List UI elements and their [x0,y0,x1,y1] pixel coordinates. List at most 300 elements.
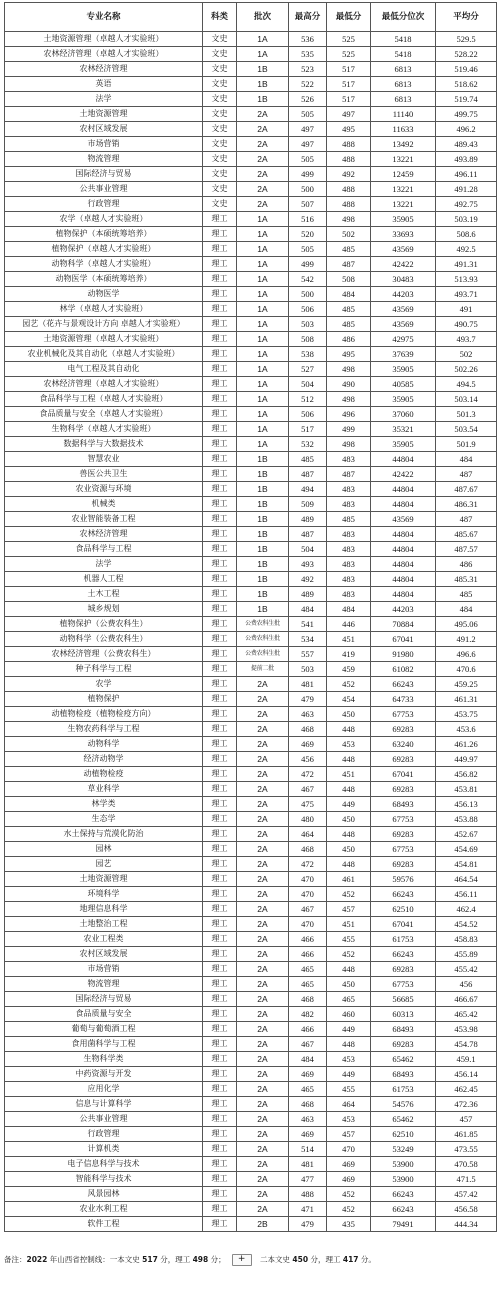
cell-subject-type: 理工 [203,722,237,737]
cell-avg-score: 461.31 [436,692,497,707]
note-text-2: 分，理工 [157,1255,193,1264]
cell-min-score: 484 [327,602,371,617]
cell-max-score: 541 [289,617,327,632]
cell-batch: 1A [237,392,289,407]
cell-min-score: 497 [327,107,371,122]
cell-major-name: 农学 [5,677,203,692]
cell-major-name: 植物保护（本硕统筹培养） [5,227,203,242]
cell-min-rank: 66243 [371,677,436,692]
cell-batch: 2A [237,797,289,812]
cell-subject-type: 理工 [203,1037,237,1052]
cell-max-score: 463 [289,1112,327,1127]
cell-min-score: 448 [327,722,371,737]
table-row [5,347,497,362]
cell-min-score: 435 [327,1217,371,1232]
cell-batch: 公费农科生批 [237,647,289,662]
table-row [5,767,497,782]
cell-max-score: 500 [289,182,327,197]
cell-min-score: 525 [327,47,371,62]
cell-subject-type: 理工 [203,992,237,1007]
cell-avg-score: 484 [436,452,497,467]
cell-major-name: 动植物检疫 [5,767,203,782]
table-row [5,1082,497,1097]
cell-batch: 2A [237,1007,289,1022]
cell-batch: 2A [237,1172,289,1187]
cell-min-rank: 12459 [371,167,436,182]
cell-max-score: 479 [289,1217,327,1232]
cell-min-rank: 53900 [371,1157,436,1172]
cell-subject-type: 理工 [203,1202,237,1217]
cell-subject-type: 文史 [203,137,237,152]
cell-batch: 2A [237,752,289,767]
cell-min-rank: 37060 [371,407,436,422]
cell-subject-type: 理工 [203,1052,237,1067]
cell-subject-type: 理工 [203,497,237,512]
cell-max-score: 536 [289,32,327,47]
cell-subject-type: 理工 [203,452,237,467]
cell-min-rank: 62510 [371,1127,436,1142]
cell-max-score: 534 [289,632,327,647]
cell-major-name: 动物科学（卓越人才实验班） [5,257,203,272]
note-tier2-science: 417 [342,1255,359,1264]
table-row [5,587,497,602]
cell-subject-type: 理工 [203,737,237,752]
cell-batch: 2A [237,767,289,782]
cell-min-rank: 35905 [371,437,436,452]
cell-max-score: 479 [289,692,327,707]
table-row [5,32,497,47]
table-header-row [5,3,497,32]
table-row [5,797,497,812]
cell-major-name: 农林经济管理 [5,527,203,542]
cell-batch: 1B [237,587,289,602]
cell-major-name: 法学 [5,557,203,572]
cell-batch: 1A [237,407,289,422]
cell-min-rank: 69283 [371,827,436,842]
cell-major-name: 电子信息科学与技术 [5,1157,203,1172]
cell-major-name: 植物保护（卓越人才实验班） [5,242,203,257]
cell-major-name: 园艺（花卉与景观设计方向 卓越人才实验班） [5,317,203,332]
cell-subject-type: 理工 [203,542,237,557]
table-body [5,32,497,1232]
cell-min-score: 483 [327,497,371,512]
cell-min-score: 450 [327,977,371,992]
cell-min-score: 448 [327,827,371,842]
cell-batch: 2A [237,1142,289,1157]
cell-subject-type: 理工 [203,812,237,827]
cell-major-name: 动物医学 [5,287,203,302]
table-row [5,92,497,107]
cell-min-score: 461 [327,872,371,887]
cell-avg-score: 453.75 [436,707,497,722]
cell-max-score: 464 [289,827,327,842]
cell-max-score: 506 [289,302,327,317]
cell-batch: 2A [237,1097,289,1112]
cell-max-score: 467 [289,782,327,797]
cell-subject-type: 理工 [203,422,237,437]
cell-major-name: 土地资源管理（卓越人才实验班） [5,332,203,347]
cell-major-name: 公共事业管理 [5,182,203,197]
cell-subject-type: 理工 [203,752,237,767]
cell-major-name: 农业智能装备工程 [5,512,203,527]
table-row [5,947,497,962]
table-row [5,707,497,722]
cell-subject-type: 理工 [203,707,237,722]
table-row [5,917,497,932]
cell-max-score: 489 [289,512,327,527]
cell-subject-type: 理工 [203,482,237,497]
table-row [5,152,497,167]
table-row [5,662,497,677]
cell-min-score: 508 [327,272,371,287]
note-text-4: 二本文史 [257,1255,293,1264]
cell-min-rank: 67753 [371,707,436,722]
header-avg-score: 平均分 [436,3,497,32]
note-tier1-arts: 517 [142,1255,158,1264]
cell-min-rank: 66243 [371,887,436,902]
cell-avg-score: 502 [436,347,497,362]
cell-subject-type: 理工 [203,437,237,452]
cell-avg-score: 492.75 [436,197,497,212]
cell-batch: 提前二批 [237,662,289,677]
cell-avg-score: 499.75 [436,107,497,122]
cell-subject-type: 理工 [203,1157,237,1172]
cell-avg-score: 458.83 [436,932,497,947]
table-row [5,137,497,152]
table-row [5,1142,497,1157]
cell-major-name: 智慧农业 [5,452,203,467]
cell-min-score: 448 [327,1037,371,1052]
cell-major-name: 生物科学类 [5,1052,203,1067]
cell-min-rank: 44804 [371,572,436,587]
cell-major-name: 植物保护 [5,692,203,707]
cell-avg-score: 503.54 [436,422,497,437]
cell-min-rank: 42422 [371,467,436,482]
cell-max-score: 470 [289,917,327,932]
table-row [5,392,497,407]
cell-batch: 2A [237,1112,289,1127]
cell-avg-score: 493.71 [436,287,497,302]
cell-max-score: 480 [289,812,327,827]
cell-max-score: 497 [289,122,327,137]
cell-min-score: 486 [327,332,371,347]
cell-avg-score: 508.6 [436,227,497,242]
cell-max-score: 468 [289,1097,327,1112]
table-row [5,617,497,632]
cell-max-score: 487 [289,467,327,482]
table-row [5,197,497,212]
cell-batch: 2A [237,962,289,977]
cell-min-rank: 67753 [371,812,436,827]
cell-major-name: 农学（卓越人才实验班） [5,212,203,227]
cell-major-name: 风景园林 [5,1187,203,1202]
cell-avg-score: 449.97 [436,752,497,767]
cell-min-rank: 66243 [371,1187,436,1202]
cell-subject-type: 理工 [203,512,237,527]
cell-avg-score: 485.31 [436,572,497,587]
cell-subject-type: 文史 [203,92,237,107]
header-max-score: 最高分 [289,3,327,32]
table-row [5,1187,497,1202]
cell-min-rank: 66243 [371,1202,436,1217]
cell-max-score: 472 [289,767,327,782]
table-row [5,677,497,692]
cell-subject-type: 理工 [203,602,237,617]
cell-min-score: 517 [327,92,371,107]
cell-batch: 公费农科生批 [237,632,289,647]
table-row [5,362,497,377]
table-row [5,182,497,197]
cell-min-score: 446 [327,617,371,632]
cell-min-rank: 69283 [371,782,436,797]
cell-avg-score: 456.14 [436,1067,497,1082]
cell-min-score: 488 [327,137,371,152]
cell-avg-score: 490.75 [436,317,497,332]
cell-avg-score: 487.57 [436,542,497,557]
cell-avg-score: 485 [436,587,497,602]
cell-min-rank: 68493 [371,1067,436,1082]
cell-major-name: 农林经济管理 [5,62,203,77]
cell-avg-score: 489.43 [436,137,497,152]
cell-subject-type: 理工 [203,1067,237,1082]
cell-batch: 2A [237,197,289,212]
cell-batch: 2A [237,137,289,152]
cell-min-score: 517 [327,77,371,92]
cell-avg-score: 496.2 [436,122,497,137]
cell-max-score: 503 [289,662,327,677]
cell-subject-type: 理工 [203,767,237,782]
cell-subject-type: 理工 [203,842,237,857]
cell-min-rank: 63240 [371,737,436,752]
cell-avg-score: 492.5 [436,242,497,257]
cell-subject-type: 理工 [203,302,237,317]
cell-min-rank: 68493 [371,1022,436,1037]
cell-min-score: 488 [327,197,371,212]
cell-major-name: 行政管理 [5,197,203,212]
cell-major-name: 土木工程 [5,587,203,602]
cell-min-score: 483 [327,527,371,542]
cell-avg-score: 529.5 [436,32,497,47]
cell-min-score: 488 [327,152,371,167]
cell-min-score: 452 [327,887,371,902]
cell-min-score: 485 [327,302,371,317]
cell-subject-type: 理工 [203,947,237,962]
cell-batch: 公费农科生批 [237,617,289,632]
cell-min-score: 452 [327,677,371,692]
cell-batch: 1A [237,437,289,452]
cell-subject-type: 理工 [203,932,237,947]
table-row [5,512,497,527]
expand-plus-button[interactable]: + [232,1254,252,1266]
cell-min-score: 453 [327,737,371,752]
cell-batch: 2A [237,182,289,197]
cell-min-score: 453 [327,1052,371,1067]
table-row [5,542,497,557]
cell-min-rank: 35905 [371,362,436,377]
cell-batch: 1B [237,77,289,92]
cell-max-score: 494 [289,482,327,497]
cell-major-name: 农业机械化及其自动化（卓越人才实验班） [5,347,203,362]
table-row [5,827,497,842]
cell-min-score: 525 [327,32,371,47]
cell-subject-type: 理工 [203,1097,237,1112]
cell-major-name: 园林 [5,842,203,857]
cell-batch: 1A [237,362,289,377]
cell-min-score: 488 [327,182,371,197]
cell-min-rank: 44804 [371,482,436,497]
cell-min-score: 455 [327,932,371,947]
cell-batch: 2A [237,1127,289,1142]
note-text-6: 分。 [358,1255,376,1264]
cell-min-score: 498 [327,392,371,407]
cell-min-rank: 13221 [371,152,436,167]
cell-batch: 2A [237,692,289,707]
cell-min-rank: 44804 [371,542,436,557]
cell-subject-type: 理工 [203,1172,237,1187]
cell-min-score: 449 [327,1022,371,1037]
cell-max-score: 506 [289,407,327,422]
cell-major-name: 农业工程类 [5,932,203,947]
cell-avg-score: 485.67 [436,527,497,542]
cell-max-score: 456 [289,752,327,767]
cell-major-name: 行政管理 [5,1127,203,1142]
cell-min-score: 455 [327,1082,371,1097]
cell-avg-score: 456 [436,977,497,992]
cell-subject-type: 文史 [203,122,237,137]
cell-min-rank: 69283 [371,722,436,737]
cell-avg-score: 466.67 [436,992,497,1007]
note-text-1: 年山西省控制线：一本文史 [47,1255,143,1264]
cell-batch: 2A [237,1037,289,1052]
cell-max-score: 463 [289,707,327,722]
cell-avg-score: 501.9 [436,437,497,452]
table-row [5,782,497,797]
cell-subject-type: 理工 [203,1022,237,1037]
cell-avg-score: 473.55 [436,1142,497,1157]
cell-min-rank: 59576 [371,872,436,887]
cell-min-score: 457 [327,902,371,917]
cell-max-score: 465 [289,962,327,977]
cell-min-score: 464 [327,1097,371,1112]
note-text-5: 分，理工 [308,1255,343,1264]
cell-min-rank: 44804 [371,527,436,542]
cell-min-score: 469 [327,1172,371,1187]
cell-max-score: 517 [289,422,327,437]
cell-min-score: 448 [327,752,371,767]
cell-subject-type: 文史 [203,32,237,47]
cell-min-score: 499 [327,422,371,437]
cell-avg-score: 462.45 [436,1082,497,1097]
cell-batch: 2A [237,707,289,722]
cell-major-name: 智能科学与技术 [5,1172,203,1187]
cell-max-score: 466 [289,932,327,947]
cell-subject-type: 理工 [203,572,237,587]
cell-batch: 2A [237,1022,289,1037]
cell-avg-score: 455.89 [436,947,497,962]
cell-min-rank: 37639 [371,347,436,362]
cell-min-rank: 69283 [371,1037,436,1052]
cell-max-score: 468 [289,842,327,857]
table-row [5,1007,497,1022]
cell-major-name: 水土保持与荒漠化防治 [5,827,203,842]
cell-major-name: 动物科学 [5,737,203,752]
cell-min-score: 449 [327,797,371,812]
cell-min-rank: 6813 [371,92,436,107]
cell-avg-score: 494.5 [436,377,497,392]
cell-min-score: 448 [327,782,371,797]
cell-major-name: 环境科学 [5,887,203,902]
cell-batch: 1A [237,242,289,257]
cell-subject-type: 文史 [203,47,237,62]
cell-avg-score: 457 [436,1112,497,1127]
cell-subject-type: 理工 [203,827,237,842]
cell-min-rank: 65462 [371,1112,436,1127]
cell-avg-score: 495.06 [436,617,497,632]
table-row [5,992,497,1007]
cell-max-score: 542 [289,272,327,287]
cell-major-name: 种子科学与工程 [5,662,203,677]
cell-major-name: 动物医学（本硕统筹培养） [5,272,203,287]
table-row [5,1112,497,1127]
cell-min-rank: 44203 [371,287,436,302]
cell-subject-type: 理工 [203,887,237,902]
cell-min-score: 453 [327,1112,371,1127]
table-row [5,527,497,542]
cell-subject-type: 理工 [203,692,237,707]
cell-max-score: 481 [289,677,327,692]
cell-avg-score: 502.26 [436,362,497,377]
cell-min-score: 485 [327,242,371,257]
cell-max-score: 469 [289,737,327,752]
cell-major-name: 葡萄与葡萄酒工程 [5,1022,203,1037]
cell-max-score: 504 [289,377,327,392]
table-row [5,482,497,497]
cell-batch: 1A [237,377,289,392]
cell-min-score: 452 [327,1202,371,1217]
table-row [5,77,497,92]
cell-avg-score: 457.42 [436,1187,497,1202]
cell-min-rank: 5418 [371,32,436,47]
table-row [5,842,497,857]
cell-min-rank: 70884 [371,617,436,632]
cell-batch: 1B [237,542,289,557]
table-row [5,1052,497,1067]
cell-major-name: 食品科学与工程 [5,542,203,557]
cell-avg-score: 503.19 [436,212,497,227]
table-row [5,317,497,332]
cell-avg-score: 519.74 [436,92,497,107]
cell-avg-score: 453.81 [436,782,497,797]
cell-min-score: 495 [327,347,371,362]
cell-min-score: 483 [327,572,371,587]
cell-subject-type: 理工 [203,377,237,392]
cell-max-score: 503 [289,317,327,332]
cell-subject-type: 理工 [203,677,237,692]
cell-subject-type: 理工 [203,917,237,932]
cell-max-score: 475 [289,797,327,812]
cell-subject-type: 理工 [203,782,237,797]
table-row [5,437,497,452]
cell-max-score: 468 [289,992,327,1007]
cell-major-name: 应用化学 [5,1082,203,1097]
cell-batch: 2A [237,827,289,842]
cell-major-name: 林学（卓越人才实验班） [5,302,203,317]
header-subject-type: 科类 [203,3,237,32]
cell-min-rank: 43569 [371,512,436,527]
cell-max-score: 481 [289,1157,327,1172]
table-row [5,107,497,122]
note-text-3: 分； [208,1255,226,1264]
